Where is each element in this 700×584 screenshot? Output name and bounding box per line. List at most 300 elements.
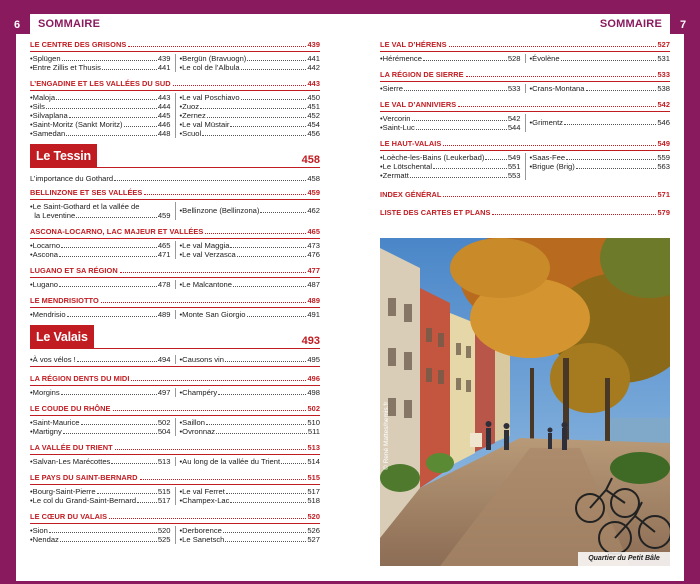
toc-group-mendrisiotto (30, 294, 320, 319)
leader-dots (61, 247, 157, 248)
right-section-title: SOMMAIRE (599, 18, 662, 30)
leader-dots (144, 194, 305, 195)
heading-label: LA RÉGION DENTS DU MIDI (30, 374, 130, 383)
heading-label: LUGANO ET SA RÉGION (30, 266, 118, 275)
toc-item[interactable]: • Saas-Fee 559 (529, 153, 670, 162)
leader-dots (410, 177, 507, 178)
subitems-col-1 (380, 114, 526, 132)
item-page: 502 (157, 418, 171, 427)
subitems-col-2 (176, 388, 321, 397)
leader-dots (207, 117, 307, 118)
item-label: À vos vélos ! (32, 355, 76, 364)
subitems-col-1 (30, 526, 176, 544)
toc-item[interactable]: • Bergün (Bravuogn) 441 (179, 54, 320, 63)
toc-item[interactable]: • Bourg-Saint-Pierre 515 (30, 487, 171, 496)
toc-heading[interactable] (30, 38, 320, 52)
toc-item[interactable]: • Crans-Montana 538 (529, 84, 670, 93)
leader-dots (113, 410, 306, 411)
leader-dots (458, 106, 655, 107)
photo-petit-bale (380, 238, 670, 566)
toc-subitems (30, 52, 320, 72)
subitems-col-2 (176, 526, 321, 544)
toc-heading[interactable] (30, 294, 320, 308)
heading-page: 443 (307, 79, 320, 88)
toc-item[interactable]: • À vos vélos ! 494 (30, 355, 171, 364)
toc-heading[interactable] (30, 225, 320, 239)
leader-dots (466, 76, 656, 77)
toc-group-bellinzone (30, 186, 320, 220)
toc-group-dents-du-midi (30, 372, 320, 397)
heading-page: 579 (657, 208, 670, 217)
region-heading-tessin[interactable] (30, 144, 320, 168)
leader-dots (449, 46, 656, 47)
item-page: 517 (307, 487, 320, 496)
item-label: Vercorin (382, 114, 411, 123)
left-toc-column (30, 38, 320, 549)
toc-item[interactable]: • Martigny 504 (30, 427, 171, 436)
subitems-col-2 (526, 84, 671, 93)
toc-item[interactable]: • Le col du Grand-Saint-Bernard 517 (30, 496, 171, 505)
leader-dots (124, 126, 157, 127)
item-page: 450 (307, 93, 320, 102)
item-label: Le col de l’Albula (182, 63, 240, 72)
item-label: Samedan (32, 129, 66, 138)
leader-dots (61, 394, 157, 395)
toc-subitems (380, 112, 670, 132)
toc-item[interactable]: • Le Saint-Gothard et la vallée de (30, 202, 140, 211)
item-page: 510 (307, 418, 320, 427)
item-label: Silvaplana (32, 111, 68, 120)
leader-dots (443, 145, 655, 146)
heading-label: LA VALLÉE DU TRIENT (30, 443, 113, 452)
item-label: Le Saint-Gothard et la vallée de (32, 202, 140, 211)
item-label: Bellinzone (Bellinzona) (182, 206, 260, 215)
item-page: 526 (307, 526, 320, 535)
toc-item[interactable]: • Brigue (Brig) 563 (529, 162, 670, 171)
toc-item[interactable]: • Silvaplana 445 (30, 111, 171, 120)
item-page: 448 (157, 129, 171, 138)
leader-dots (66, 135, 157, 136)
toc-heading[interactable] (30, 372, 320, 386)
item-label: Champéry (182, 388, 218, 397)
item-label: Le Lötschental (382, 162, 433, 171)
toc-item[interactable]: • Zernez 452 (179, 111, 320, 120)
toc-heading[interactable] (30, 186, 320, 200)
heading-page: 533 (657, 70, 670, 79)
toc-item[interactable]: • Zermatt 553 (380, 171, 521, 180)
item-label: Saint-Maurice (32, 418, 80, 427)
heading-page: 465 (307, 227, 320, 236)
leader-dots (247, 60, 306, 61)
toc-item[interactable]: • Causons vin 495 (179, 355, 320, 364)
toc-heading[interactable] (380, 98, 670, 112)
heading-label: LE MENDRISIOTTO (30, 296, 99, 305)
toc-item[interactable]: • Le val Maggia 473 (179, 241, 320, 250)
toc-item-continued[interactable] (30, 211, 171, 220)
leader-dots (111, 463, 156, 464)
toc-item[interactable]: • Champéry 498 (179, 388, 320, 397)
leader-dots (120, 272, 306, 273)
leader-dots (128, 46, 305, 47)
item-label: Saas-Fee (532, 153, 566, 162)
item-page: 495 (307, 355, 320, 364)
left-page-number: 6 (5, 17, 29, 34)
toc-item[interactable]: • Évolène 531 (529, 54, 670, 63)
toc-item[interactable]: • Mendrisio 489 (30, 310, 171, 319)
leader-dots (131, 380, 305, 381)
leader-dots (433, 168, 507, 169)
leader-dots (173, 85, 306, 86)
subitems-col-2 (176, 487, 321, 505)
leader-dots (216, 433, 307, 434)
toc-item[interactable]: • Le Sanetsch 527 (179, 535, 320, 544)
item-page: 459 (157, 211, 171, 220)
item-page: 497 (157, 388, 171, 397)
subitems-col-1 (30, 418, 176, 436)
subitems-col-2 (526, 54, 671, 63)
item-page: 544 (507, 123, 521, 132)
toc-group-index (380, 188, 670, 201)
toc-item[interactable]: • Le val Poschiavo 450 (179, 93, 320, 102)
toc-heading[interactable] (30, 402, 320, 416)
leader-dots (230, 247, 306, 248)
leader-dots (260, 212, 306, 213)
item-page: 441 (157, 63, 171, 72)
item-label: Le col du Grand-Saint-Bernard (32, 496, 137, 505)
leader-dots (140, 479, 306, 480)
item-page: 515 (157, 487, 171, 496)
toc-item[interactable]: • Saillon 510 (179, 418, 320, 427)
item-label: Scuol (182, 129, 202, 138)
item-label: Ovronnaz (182, 427, 216, 436)
heading-page: 513 (307, 443, 320, 452)
item-label: Saillon (182, 418, 205, 427)
leader-dots (412, 120, 507, 121)
toc-item[interactable]: • Le val Müstair 454 (179, 120, 320, 129)
leader-dots (46, 108, 157, 109)
heading-label: L’ENGADINE ET LES VALLÉES DU SUD (30, 79, 171, 88)
item-label: Au long de la vallée du Trient (182, 457, 281, 466)
item-label: Zuoz (182, 102, 200, 111)
toc-item[interactable]: • Ascona 471 (30, 250, 171, 259)
leader-dots (404, 90, 507, 91)
item-label: Salvan-Les Marécottes (32, 457, 111, 466)
toc-subitems (30, 91, 320, 138)
leader-dots (492, 214, 655, 215)
toc-item[interactable]: • Entre Zillis et Thusis 441 (30, 63, 171, 72)
toc-heading[interactable] (380, 137, 670, 151)
toc-item[interactable]: • Sierre 533 (380, 84, 521, 93)
leader-dots (101, 302, 306, 303)
subitems-col-2 (176, 54, 321, 72)
toc-item[interactable]: • Nendaz 525 (30, 535, 171, 544)
toc-heading[interactable] (30, 441, 320, 455)
toc-subitems (30, 353, 320, 367)
heading-page: 515 (307, 473, 320, 482)
item-page: 462 (307, 206, 320, 215)
heading-page: 542 (657, 100, 670, 109)
item-label: Évolène (532, 54, 560, 63)
subitems-col-2 (176, 418, 321, 436)
toc-group-coude-du-rhone (30, 402, 320, 436)
subitems-col-2 (176, 280, 321, 289)
leader-dots (237, 256, 307, 257)
toc-heading-index[interactable] (380, 188, 670, 201)
item-label: Monte San Giorgio (182, 310, 246, 319)
heading-page: 496 (307, 374, 320, 383)
toc-subitems (30, 485, 320, 505)
item-label: Lugano (32, 280, 59, 289)
item-label: Entre Zillis et Thusis (32, 63, 101, 72)
leader-dots (114, 180, 306, 181)
item-page: 513 (157, 457, 171, 466)
toc-item[interactable]: • Scuol 456 (179, 129, 320, 138)
toc-item[interactable]: • Salvan-Les Marécottes 513 (30, 457, 171, 466)
toc-item[interactable]: • Derborence 526 (179, 526, 320, 535)
leader-dots (247, 316, 307, 317)
toc-group-region-de-sierre (380, 68, 670, 93)
toc-subitems (30, 416, 320, 436)
leader-dots (77, 361, 157, 362)
leader-dots (59, 256, 157, 257)
toc-item[interactable]: • Vercorin 542 (380, 114, 521, 123)
toc-item[interactable]: • Locarno 465 (30, 241, 171, 250)
leader-dots (202, 135, 306, 136)
item-page: 504 (157, 427, 171, 436)
leader-dots (69, 117, 157, 118)
leader-dots (218, 394, 306, 395)
leader-dots (115, 449, 306, 450)
toc-item[interactable]: • Loèche-les-Bains (Leukerbad) 549 (380, 153, 521, 162)
leader-dots (206, 424, 306, 425)
toc-heading[interactable] (380, 68, 670, 82)
item-label: Le Malcantone (182, 280, 232, 289)
toc-item[interactable]: • Champex-Lac 518 (179, 496, 320, 505)
toc-item[interactable]: • Le col de l’Albula 442 (179, 63, 320, 72)
toc-item[interactable]: • Sion 520 (30, 526, 171, 535)
item-page: 473 (307, 241, 320, 250)
item-label: L’importance du Gothard (30, 174, 114, 183)
heading-page: 549 (657, 139, 670, 148)
item-page: 533 (507, 84, 521, 93)
item-page: 465 (157, 241, 171, 250)
toc-item[interactable]: • Morgins 497 (30, 388, 171, 397)
leader-dots (443, 196, 655, 197)
leader-dots (59, 286, 157, 287)
item-label: Sils (32, 102, 45, 111)
toc-intro-gothard[interactable] (30, 172, 320, 186)
item-label: Le val Ferret (182, 487, 225, 496)
region-badge: Le Tessin (30, 144, 97, 167)
item-label: Ascona (32, 250, 59, 259)
item-label: Saint-Luc (382, 123, 415, 132)
item-label: Loèche-les-Bains (Leukerbad) (382, 153, 485, 162)
item-page: 518 (307, 496, 320, 505)
region-page: 493 (301, 335, 320, 347)
leader-dots (230, 502, 306, 503)
subitems-col-1 (30, 310, 176, 319)
leader-dots (81, 424, 157, 425)
subitems-col-1 (30, 388, 176, 397)
heading-label: LA RÉGION DE SIERRE (380, 70, 464, 79)
heading-page: 439 (307, 40, 320, 49)
heading-page: 571 (657, 190, 670, 199)
item-page: 520 (157, 526, 171, 535)
subitems-col-1 (30, 241, 176, 259)
item-page: 542 (507, 114, 521, 123)
toc-subitems (30, 308, 320, 319)
item-page: 439 (157, 54, 171, 63)
leader-dots (63, 433, 157, 434)
item-label: Derborence (182, 526, 222, 535)
toc-heading[interactable] (30, 264, 320, 278)
item-label: Sierre (382, 84, 403, 93)
item-page: 528 (507, 54, 521, 63)
heading-label: LISTE DES CARTES ET PLANS (380, 208, 491, 217)
item-page: 549 (507, 153, 521, 162)
toc-item[interactable]: • Zuoz 451 (179, 102, 320, 111)
leader-dots (230, 126, 306, 127)
leader-dots (586, 90, 657, 91)
toc-group-ascona-locarno (30, 225, 320, 259)
item-page: 471 (157, 250, 171, 259)
leader-dots (233, 286, 306, 287)
subitems-col-1 (30, 93, 176, 138)
heading-page: 477 (307, 266, 320, 275)
toc-item[interactable]: • Lugano 478 (30, 280, 171, 289)
toc-item[interactable]: • Hérémence 528 (380, 54, 521, 63)
toc-heading[interactable] (30, 510, 320, 524)
toc-item[interactable]: • Saint-Moritz (Sankt Moritz) 446 (30, 120, 171, 129)
leader-dots (241, 99, 307, 100)
item-label: Hérémence (382, 54, 422, 63)
heading-label: LE VAL D’HÉRENS (380, 40, 447, 49)
toc-heading[interactable] (380, 38, 670, 52)
toc-item[interactable]: • Ovronnaz 511 (179, 427, 320, 436)
leader-dots (97, 493, 157, 494)
toc-group-maps (380, 206, 670, 219)
leader-dots (62, 60, 157, 61)
leader-dots (200, 108, 306, 109)
heading-page: 527 (657, 40, 670, 49)
toc-item[interactable]: • Splügen 439 (30, 54, 171, 63)
item-page: 553 (507, 171, 521, 180)
toc-item[interactable]: • Le Malcantone 487 (179, 280, 320, 289)
leader-dots (76, 217, 157, 218)
toc-item[interactable]: • Le Lötschental 551 (380, 162, 521, 171)
subitems-col-1 (30, 457, 176, 466)
item-page: 452 (307, 111, 320, 120)
toc-item[interactable]: • Au long de la vallée du Trient 514 (179, 457, 320, 466)
heading-label: LE VAL D’ANNIVIERS (380, 100, 457, 109)
toc-heading[interactable] (30, 471, 320, 485)
toc-item[interactable]: • Samedan 448 (30, 129, 171, 138)
subitems-col-1 (30, 54, 176, 72)
item-label: Saint-Moritz (Sankt Moritz) (32, 120, 123, 129)
toc-item[interactable]: • Monte San Giorgio 491 (179, 310, 320, 319)
region-heading-valais[interactable] (30, 325, 320, 349)
subitems-col-2 (526, 114, 671, 132)
leader-dots (109, 518, 305, 519)
item-page: 514 (307, 457, 320, 466)
leader-dots (205, 233, 305, 234)
heading-page: 489 (307, 296, 320, 305)
subitems-col-1 (30, 487, 176, 505)
item-page: 527 (307, 535, 320, 544)
item-page: 441 (307, 54, 320, 63)
item-page: 498 (307, 388, 320, 397)
item-page: 443 (157, 93, 171, 102)
right-page-number: 7 (671, 17, 695, 34)
item-label: Sion (32, 526, 48, 535)
heading-label: ASCONA-LOCARNO, LAC MAJEUR ET VALLÉES (30, 227, 204, 236)
region-page: 458 (301, 154, 320, 166)
heading-label: LE CENTRE DES GRISONS (30, 40, 127, 49)
toc-subitems (30, 386, 320, 397)
leader-dots (60, 541, 157, 542)
item-page: 458 (307, 174, 320, 183)
toc-item[interactable]: • Le val Verzasca 476 (179, 250, 320, 259)
subitems-col-2 (176, 457, 321, 466)
item-page: 489 (157, 310, 171, 319)
heading-label: INDEX GÉNÉRAL (380, 190, 442, 199)
toc-group-engadine (30, 77, 320, 138)
heading-page: 502 (307, 404, 320, 413)
toc-item[interactable]: • Sils 444 (30, 102, 171, 111)
item-page: 444 (157, 102, 171, 111)
item-label: Le val Müstair (182, 120, 230, 129)
item-label: Zernez (182, 111, 206, 120)
item-page: 445 (157, 111, 171, 120)
item-label: Grimentz (532, 118, 563, 127)
toc-subitems (380, 82, 670, 93)
toc-item[interactable]: • Saint-Maurice 502 (30, 418, 171, 427)
item-page: 511 (307, 427, 320, 436)
item-page: 491 (307, 310, 320, 319)
item-label: Le Sanetsch (182, 535, 225, 544)
leader-dots (67, 316, 157, 317)
toc-group-valais-intro (30, 353, 320, 367)
item-label: la Leventine (34, 211, 76, 220)
leader-dots (49, 532, 157, 533)
leader-dots (561, 60, 657, 61)
toc-item[interactable]: • Bellinzone (Bellinzona) 462 (179, 206, 320, 215)
toc-item[interactable]: • Grimentz 546 (529, 118, 670, 127)
item-page: 451 (307, 102, 320, 111)
toc-heading-maps[interactable] (380, 206, 670, 219)
subitems-col-1 (30, 202, 176, 220)
item-label: Splügen (32, 54, 61, 63)
toc-subitems (30, 200, 320, 220)
toc-group-coeur-du-valais (30, 510, 320, 544)
toc-group-vallee-du-trient (30, 441, 320, 466)
toc-item[interactable]: • Saint-Luc 544 (380, 123, 521, 132)
toc-heading[interactable] (30, 77, 320, 91)
photo-caption: Quartier du Petit Bâle (578, 552, 670, 566)
item-label: Le val Verzasca (182, 250, 236, 259)
leader-dots (566, 159, 656, 160)
heading-label: LE COUDE DU RHÔNE (30, 404, 111, 413)
toc-item[interactable]: • Maloja 443 (30, 93, 171, 102)
toc-subitems (380, 151, 670, 180)
leader-dots (576, 168, 657, 169)
toc-subitems (30, 524, 320, 544)
item-label: Brigue (Brig) (532, 162, 575, 171)
toc-item[interactable]: • Le val Ferret 517 (179, 487, 320, 496)
leader-dots (416, 129, 507, 130)
item-label: Le val Poschiavo (182, 93, 240, 102)
item-page: 454 (307, 120, 320, 129)
